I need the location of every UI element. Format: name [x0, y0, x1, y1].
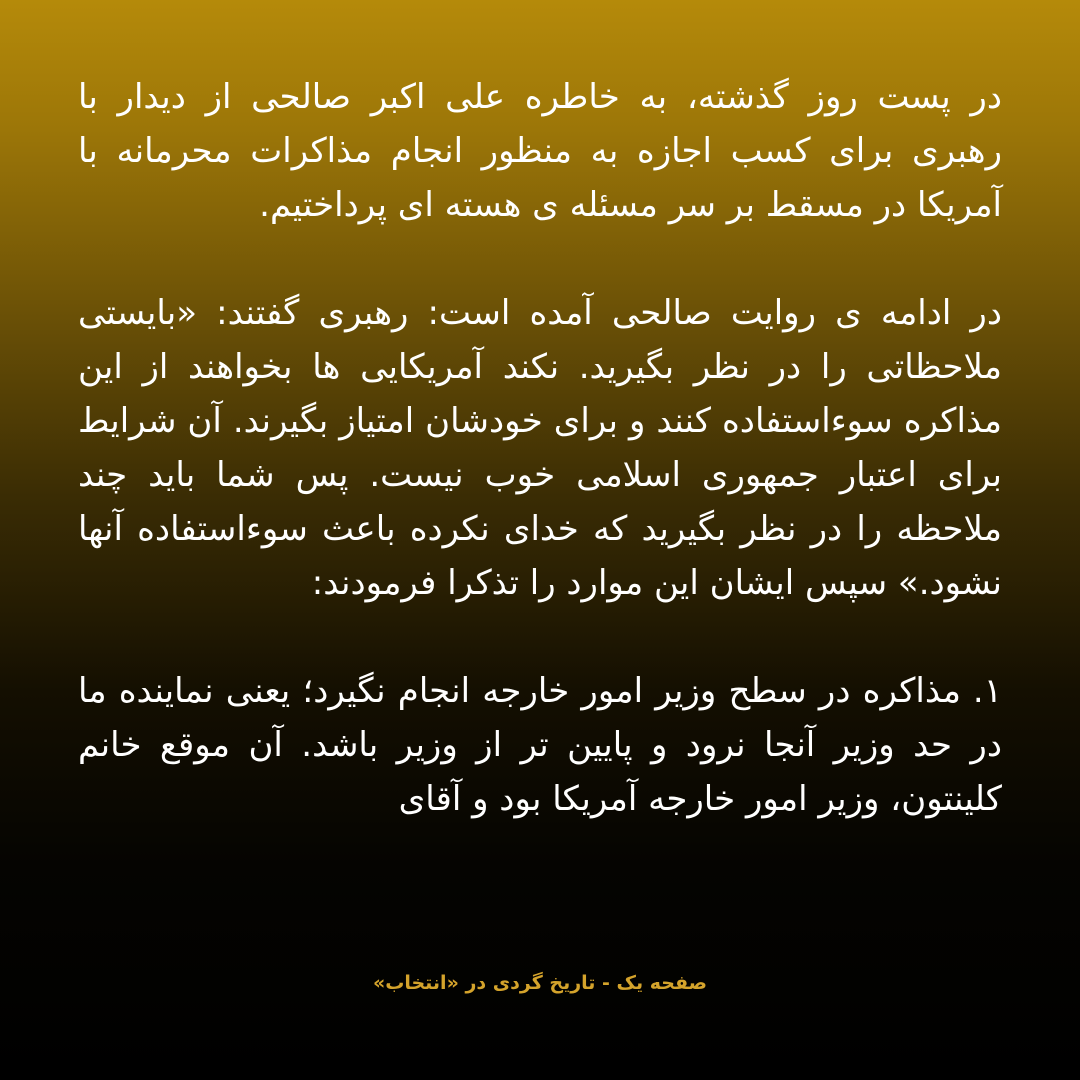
paragraph-spacer [78, 610, 1002, 664]
footer-caption: صفحه یک - تاریخ گردی در «انتخاب» [372, 972, 708, 994]
list-item-number: ۱. [972, 671, 1002, 711]
paragraph-intro: در پست روز گذشته، به خاطره علی اکبر صالحی از دیدار با رهبری برای کسب اجازه به منظور انجام مذاکرات محرمانه با آمریکا در مسقط بر سر مسئله ی هسته ای پرداختیم. [78, 77, 1002, 225]
article-body [78, 70, 1002, 826]
list-item-text: مذاکره در سطح وزیر امور خارجه انجام نگیرد؛ یعنی نماینده ما در حد وزیر آنجا نرود و پایین تر از وزیر باشد. آن موقع خانم کلینتون، وزیر امور خارجه آمریکا بود و آقای [78, 671, 1002, 819]
paragraph-quote: در ادامه ی روایت صالحی آمده است: رهبری گفتند: «بایستی ملاحظاتی را در نظر بگیرید. نکند آمریکایی ها بخواهند از این مذاکره سوءاستفاده کنند و برای خودشان امتیاز بگیرند. آن شرایط برای اعتبار جمهوری اسلامی خوب نیست. پس شما باید چند ملاحظه را در نظر بگیرید که خدای نکرده باعث سوءاستفاده آنها نشود.» سپس ایشان این موارد را تذکرا فرمودند: [78, 293, 1002, 603]
list-item-1 [78, 664, 1002, 826]
paragraph-spacer [78, 232, 1002, 286]
